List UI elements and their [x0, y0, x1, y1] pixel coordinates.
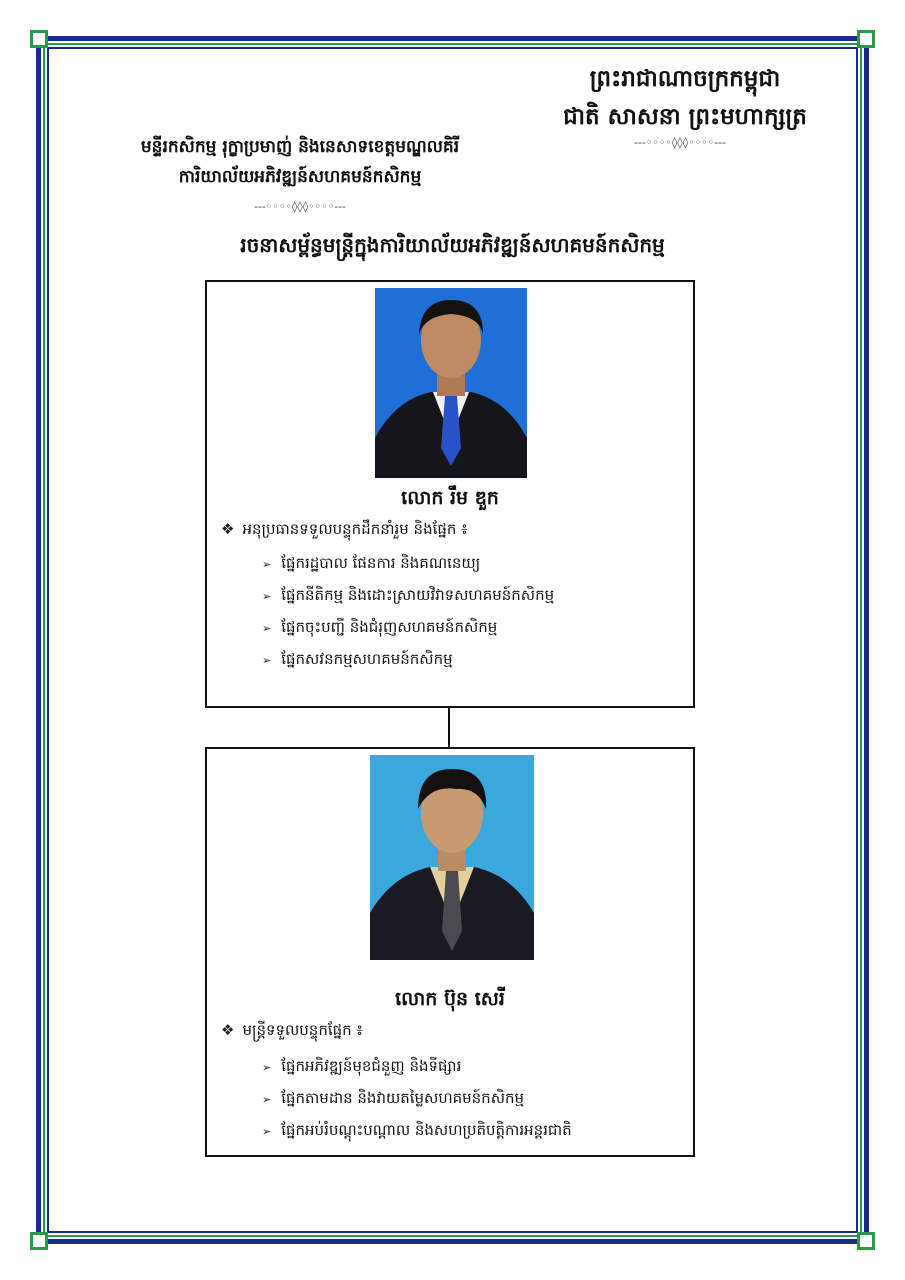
arrow-bullet-icon: ➢ [262, 654, 272, 667]
list-item: ➢ ផ្នែកអប់រំបណ្តុះបណ្តាល និងសហប្រតិបត្តិការអន្តរជាតិ [262, 1121, 572, 1139]
arrow-bullet-icon: ➢ [262, 590, 272, 603]
officer-name: លោក ប៊ុន សេរី [395, 988, 505, 1010]
officer-role [221, 1021, 363, 1043]
portrait-illustration [370, 755, 534, 960]
list-item: ➢ ផ្នែកនីតិកម្ម និងដោះស្រាយវិវាទសហគមន៍កសិកម្ម [262, 586, 555, 604]
role-text: មន្ត្រីទទួលបន្ទុកផ្នែក ៖ [242, 1021, 364, 1039]
diamond-bullet-icon: ❖ [221, 520, 235, 538]
arrow-bullet-icon: ➢ [262, 1093, 272, 1106]
officer-card [205, 280, 695, 708]
arrow-bullet-icon: ➢ [262, 1061, 272, 1074]
portrait-illustration [375, 288, 527, 478]
officer-photo [375, 288, 527, 478]
role-text: អនុប្រធានទទួលបន្ទុកដឹកនាំរួម និងផ្នែក ៖ [242, 520, 468, 538]
connector-line [448, 708, 450, 747]
arrow-bullet-icon: ➢ [262, 558, 272, 571]
ministry-header [60, 132, 540, 192]
diamond-bullet-icon: ❖ [221, 1021, 235, 1039]
list-item: ➢ ផ្នែករដ្ឋបាល ផែនការ និងគណនេយ្យ [262, 554, 481, 572]
department-name: មន្ទីរកសិកម្ម រុក្ខាប្រមាញ់ និងនេសាទខេត្តមណ្ឌលគិរី [140, 137, 460, 157]
divider-ornament: ---◦◦◦◦◊◊◊◦◦◦◦--- [633, 136, 727, 149]
duty-list [262, 548, 682, 676]
corner-ornament [30, 30, 48, 48]
list-item: ➢ ផ្នែកអភិវឌ្ឍន៍មុខជំនួញ និងទីផ្សារ [262, 1057, 462, 1075]
list-item: ➢ ផ្នែកសវនកម្មសហគមន៍កសិកម្ម [262, 650, 453, 668]
officer-role [221, 520, 468, 542]
divider-ornament: ---◦◦◦◦◊◊◊◦◦◦◦--- [253, 200, 347, 213]
arrow-bullet-icon: ➢ [262, 622, 272, 635]
officer-photo [370, 755, 534, 960]
officer-card [205, 747, 695, 1157]
corner-ornament [857, 1232, 875, 1250]
corner-ornament [857, 30, 875, 48]
corner-ornament [30, 1232, 48, 1250]
officer-name: លោក រឹម ឌួក [401, 487, 499, 509]
duty-list [262, 1051, 682, 1147]
office-name: ការិយាល័យអភិវឌ្ឍន៍សហគមន៍កសិកម្ម [178, 167, 422, 187]
kingdom-title: ព្រះរាជាណាចក្រកម្ពុជា [589, 66, 781, 92]
list-item: ➢ ផ្នែកចុះបញ្ជី និងជំរុញសហគមន៍កសិកម្ម [262, 618, 498, 636]
nation-religion-king: ជាតិ សាសនា ព្រះមហាក្សត្រ [563, 104, 807, 130]
document-title: រចនាសម្ព័ន្ធមន្ត្រីក្នុងការិយាល័យអភិវឌ្ឍន៍សហគមន៍កសិកម្ម [240, 233, 665, 257]
kingdom-motto [520, 60, 850, 136]
list-item: ➢ ផ្នែកតាមដាន និងវាយតម្លៃសហគមន៍កសិកម្ម [262, 1089, 525, 1107]
arrow-bullet-icon: ➢ [262, 1125, 272, 1138]
